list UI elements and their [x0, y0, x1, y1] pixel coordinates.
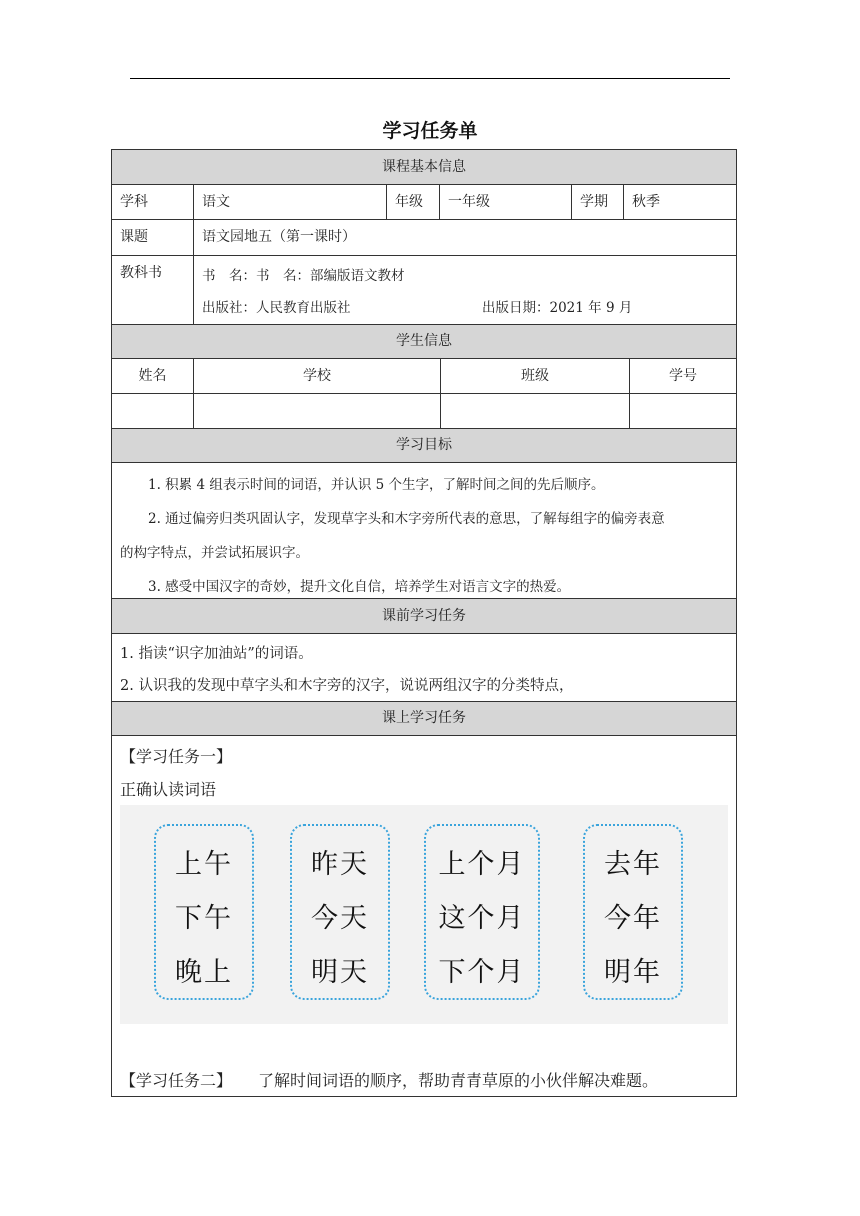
word: 明天	[311, 957, 369, 988]
word-card	[424, 824, 540, 1000]
term-value: 秋季	[632, 194, 660, 210]
student-col-id: 学号	[669, 368, 697, 384]
goal-item: 1. 积累 4 组表示时间的词语，并认识 5 个生字，了解时间之间的先后顺序。	[148, 477, 605, 493]
student-col-name: 姓名	[112, 359, 194, 393]
publisher-line: 出版社：人民教育出版社	[202, 300, 351, 316]
pre-class-item: 1. 指读“识字加油站”的词语。	[120, 646, 313, 662]
pre-class-body	[112, 634, 736, 702]
book-name-line: 书 名：书 名：部编版语文教材	[202, 268, 405, 284]
term-label: 学期	[572, 185, 624, 219]
student-col-school: 学校	[194, 359, 441, 393]
pre-class-header: 课前学习任务	[112, 599, 736, 634]
goal-item: 3. 感受中国汉字的奇妙，提升文化自信，培养学生对语言文字的热爱。	[148, 579, 571, 595]
textbook-label: 教科书	[112, 256, 194, 324]
word-card-panel	[120, 805, 728, 1024]
word: 上个月	[438, 849, 526, 880]
word: 上午	[175, 849, 233, 880]
student-info-header: 学生信息	[112, 325, 736, 359]
header-rule	[130, 78, 730, 79]
task2-title: 【学习任务二】	[120, 1071, 233, 1090]
textbook-row	[112, 256, 736, 325]
in-class-header: 课上学习任务	[112, 702, 736, 736]
task-sheet-table	[111, 149, 737, 1097]
word: 下个月	[438, 957, 526, 988]
task2-description: 了解时间词语的顺序，帮助青青草原的小伙伴解决难题。	[258, 1071, 659, 1090]
topic-row	[112, 220, 736, 256]
subject-value: 语文	[194, 185, 387, 219]
word: 晚上	[175, 957, 233, 988]
subject-label: 学科	[112, 185, 194, 219]
word-card	[154, 824, 254, 1000]
student-school-field[interactable]	[194, 394, 441, 428]
student-col-class: 班级	[441, 359, 630, 393]
topic-label: 课题	[112, 220, 194, 255]
word: 今年	[604, 903, 662, 934]
word-card	[290, 824, 390, 1000]
goals-body	[112, 463, 736, 599]
pre-class-item: 2. 认识我的发现中草字头和木字旁的汉字，说说两组汉字的分类特点，	[120, 678, 574, 694]
student-id-field[interactable]	[630, 394, 736, 428]
student-class-field[interactable]	[441, 394, 630, 428]
word: 去年	[604, 849, 662, 880]
goal-item-continued: 的构字特点，并尝试拓展识字。	[120, 545, 309, 561]
goal-item: 2. 通过偏旁归类巩固认字，发现草字头和木字旁所代表的意思，了解每组字的偏旁表意	[148, 511, 665, 527]
word-card	[583, 824, 683, 1000]
word: 今天	[311, 903, 369, 934]
publish-date-line: 出版日期：2021 年 9 月	[482, 300, 633, 316]
page-title: 学习任务单	[382, 120, 478, 142]
student-blank-row	[112, 394, 736, 429]
textbook-info	[194, 256, 736, 324]
topic-value: 语文园地五（第一课时）	[202, 229, 356, 245]
goals-header: 学习目标	[112, 429, 736, 463]
grade-label: 年级	[387, 185, 440, 219]
course-info-header: 课程基本信息	[112, 150, 736, 185]
word: 下午	[175, 903, 233, 934]
student-name-field[interactable]	[112, 394, 194, 428]
task1-title: 【学习任务一】	[120, 747, 233, 766]
word: 昨天	[311, 849, 369, 880]
word: 明年	[604, 957, 662, 988]
word: 这个月	[438, 903, 526, 934]
task1-description: 正确认读词语	[120, 780, 217, 799]
course-basic-row	[112, 185, 736, 220]
student-columns-row	[112, 359, 736, 394]
grade-value: 一年级	[440, 185, 572, 219]
